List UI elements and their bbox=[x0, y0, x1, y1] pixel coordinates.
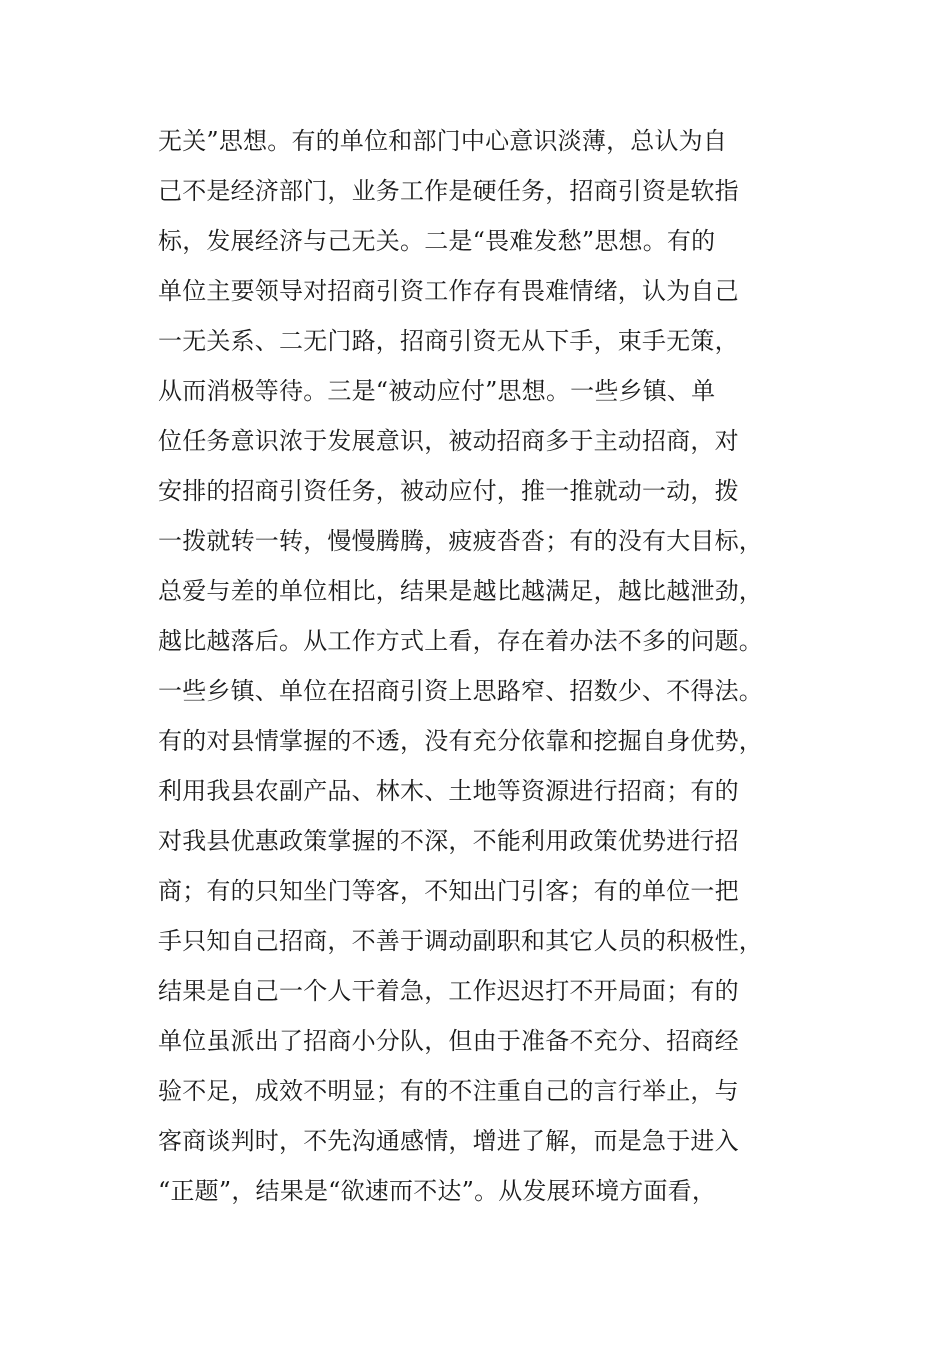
text-line: 客商谈判时，不先沟通感情，增进了解，而是急于进入 bbox=[158, 1127, 739, 1155]
body-text bbox=[158, 116, 763, 1216]
text-line: 标，发展经济与己无关。二是“畏难发愁”思想。有的 bbox=[158, 227, 716, 255]
text-line: 一些乡镇、单位在招商引资上思路窄、招数少、不得法。 bbox=[158, 677, 763, 705]
text-line: 位任务意识浓于发展意识，被动招商多于主动招商，对 bbox=[158, 427, 739, 455]
text-line: 单位主要领导对招商引资工作存有畏难情绪，认为自己 bbox=[158, 277, 739, 305]
text-line: 商；有的只知坐门等客，不知出门引客；有的单位一把 bbox=[158, 877, 739, 905]
text-line: 越比越落后。从工作方式上看，存在着办法不多的问题。 bbox=[158, 627, 763, 655]
text-line: 己不是经济部门，业务工作是硬任务，招商引资是软指 bbox=[158, 177, 739, 205]
text-line: 验不足，成效不明显；有的不注重自己的言行举止，与 bbox=[158, 1077, 739, 1105]
text-line: 安排的招商引资任务，被动应付，推一推就动一动，拨 bbox=[158, 477, 739, 505]
text-line: 单位虽派出了招商小分队，但由于准备不充分、招商经 bbox=[158, 1027, 739, 1055]
text-line: 利用我县农副产品、林木、土地等资源进行招商；有的 bbox=[158, 777, 739, 805]
text-line: 一拨就转一转，慢慢腾腾，疲疲沓沓；有的没有大目标， bbox=[158, 527, 763, 555]
text-line: 有的对县情掌握的不透，没有充分依靠和挖掘自身优势， bbox=[158, 727, 763, 755]
text-line: 一无关系、二无门路，招商引资无从下手，束手无策， bbox=[158, 327, 739, 355]
text-line: 从而消极等待。三是“被动应付”思想。一些乡镇、单 bbox=[158, 377, 716, 405]
text-line: 总爱与差的单位相比，结果是越比越满足，越比越泄劲， bbox=[158, 577, 763, 605]
text-line: 手只知自己招商，不善于调动副职和其它人员的积极性， bbox=[158, 927, 763, 955]
text-line: 对我县优惠政策掌握的不深，不能利用政策优势进行招 bbox=[158, 827, 739, 855]
text-line: “正题”，结果是“欲速而不达”。从发展环境方面看， bbox=[158, 1177, 717, 1205]
text-line: 结果是自己一个人干着急，工作迟迟打不开局面；有的 bbox=[158, 977, 739, 1005]
text-line: 无关”思想。有的单位和部门中心意识淡薄，总认为自 bbox=[158, 127, 728, 155]
